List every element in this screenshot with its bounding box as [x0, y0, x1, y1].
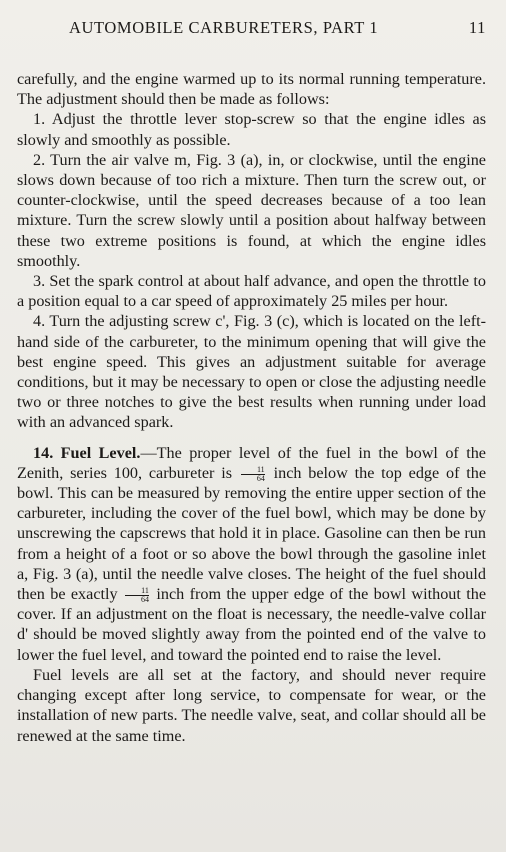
section-text-b: inch below the top edge of the bowl. This can be measured by removing the entire upper section of the carbureter, including the cover of the fuel bowl, which may be done by unscrewing the capscrews that hold it in place. Gasoline can then be run from a height of a foot or so above the bowl through the gasoline inlet a, Fig. 3 (a), until the needle valve closes. The height of the fuel should then be exactly [17, 463, 487, 604]
page-number: 11 [468, 18, 486, 37]
fraction-numerator: 11 [241, 466, 265, 475]
section-text-a: —The proper level of the fuel in the bowl of the Zenith, series 100, carbureter is [17, 443, 486, 482]
fraction-numerator-2: 11 [125, 587, 149, 596]
fraction-eleven-sixty-fourths-2 [125, 587, 149, 604]
section-text-c: inch from the upper edge of the bowl without the cover. If an adjustment on the float is necessary, the needle-valve collar d' should be moved slightly away from the pointed end of the valve to lower the fuel level, and toward the pointed end to raise the level. [17, 585, 487, 664]
fraction-eleven-sixty-fourths [241, 466, 265, 483]
running-title: AUTOMOBILE CARBURETERS, PART 1 [69, 18, 379, 37]
paragraph-step-4: 4. Turn the adjusting screw c', Fig. 3 (c), which is located on the left-hand side of the carbureter, to the minimum opening that will give the best engine speed. This gives an adjustment suitable for average conditions, but it may be necessary to open or close the adjusting needle two or three notches to give the best results when running under load with an advanced spark. [17, 312, 486, 432]
section-heading: Fuel Level. [60, 443, 141, 462]
paragraph-intro-continued: carefully, and the engine warmed up to its normal running temperature. The adjustment should then be made as follows: [17, 70, 486, 109]
paragraph-step-3: 3. Set the spark control at about half advance, and open the throttle to a position equal to a car speed of approximately 25 miles per hour. [17, 272, 486, 311]
section-number: 14. [33, 443, 54, 462]
fraction-denominator-2: 64 [140, 594, 149, 604]
paragraph-step-2: 2. Turn the air valve m, Fig. 3 (a), in, or clockwise, until the engine slows down because of too rich a mixture. Then turn the screw out, or counter-clockwise, until the speed decreases because of a too lean mixture. Turn the screw slowly until a position about halfway between these two extreme positions is found, at which the engine idles smoothly. [17, 150, 486, 270]
running-header [17, 18, 486, 46]
fraction-denominator: 64 [256, 473, 265, 483]
paragraph-closing: Fuel levels are all set at the factory, and should never require changing except after long service, to compensate for wear, or the installation of new parts. The needle valve, seat, and collar should all be renewed at the same time. [17, 665, 486, 745]
page-body [17, 69, 486, 746]
paragraph-step-1: 1. Adjust the throttle lever stop-screw so that the engine idles as slowly and smoothly as possible. [17, 110, 486, 149]
section-14-fuel-level [17, 443, 486, 665]
